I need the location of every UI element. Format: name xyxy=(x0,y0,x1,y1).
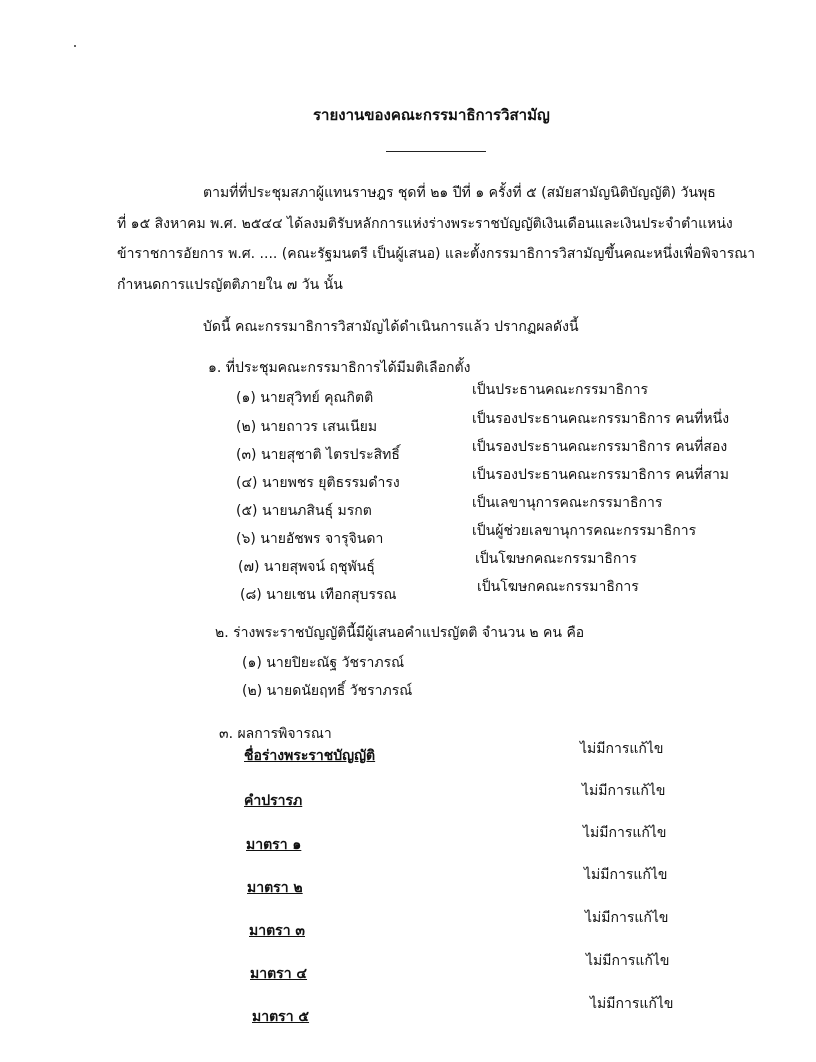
member-role: เป็นรองประธานคณะกรรมาธิการ คนที่สาม xyxy=(472,467,730,483)
member-name: (๘) นายเชน เทือกสุบรรณ xyxy=(240,587,397,603)
member-role: เป็นโฆษกคณะกรรมาธิการ xyxy=(475,551,637,567)
intro-now-line: บัดนี้ คณะกรรมาธิการวิสามัญได้ดำเนินการแล้ว ปรากฏผลดังนี้ xyxy=(203,319,579,335)
section1-heading: ๑. ที่ประชุมคณะกรรมาธิการได้มีมติเลือกตั้ง xyxy=(208,360,471,376)
result-item-label: ชื่อร่างพระราชบัญญัติ xyxy=(244,748,376,764)
result-item-value: ไม่มีการแก้ไข xyxy=(583,825,667,841)
title-underline-rule xyxy=(386,151,486,152)
result-item-value: ไม่มีการแก้ไข xyxy=(586,953,670,969)
result-item-label: มาตรา ๕ xyxy=(252,1009,310,1025)
member-role: เป็นรองประธานคณะกรรมาธิการ คนที่หนึ่ง xyxy=(472,411,730,427)
result-item-label: คำปรารภ xyxy=(244,793,303,809)
result-item-label: มาตรา ๓ xyxy=(249,923,306,939)
result-item-label: มาตรา ๒ xyxy=(247,880,303,896)
result-item-value: ไม่มีการแก้ไข xyxy=(582,783,666,799)
member-name: (๖) นายอัชพร จารุจินดา xyxy=(236,531,384,547)
member-role: เป็นประธานคณะกรรมาธิการ xyxy=(472,382,649,398)
amendment-proposer: (๑) นายปิยะณัฐ วัชราภรณ์ xyxy=(242,655,405,671)
member-role: เป็นเลขานุการคณะกรรมาธิการ xyxy=(472,495,663,511)
result-item-value: ไม่มีการแก้ไข xyxy=(585,910,669,926)
section3-heading: ๓. ผลการพิจารณา xyxy=(219,726,332,742)
result-item-value: ไม่มีการแก้ไข xyxy=(584,867,668,883)
member-name: (๕) นายนภสินธุ์ มรกต xyxy=(236,503,372,519)
member-name: (๑) นายสุวิทย์ คุณกิตติ xyxy=(236,390,374,406)
result-item-label: มาตรา ๔ xyxy=(250,966,308,982)
intro-line-2: ที่ ๑๕ สิงหาคม พ.ศ. ๒๕๔๔ ได้ลงมติรับหลักการแห่งร่างพระราชบัญญัติเงินเดือนและเงินประจำตำแหน่ง xyxy=(117,216,733,232)
result-item-value: ไม่มีการแก้ไข xyxy=(590,996,674,1012)
member-name: (๔) นายพชร ยุติธรรมดำรง xyxy=(236,475,400,491)
member-role: เป็นผู้ช่วยเลขานุการคณะกรรมาธิการ xyxy=(472,523,697,539)
intro-line-3: ข้าราชการอัยการ พ.ศ. .... (คณะรัฐมนตรี เป็นผู้เสนอ) และตั้งกรรมาธิการวิสามัญขึ้นคณะหนึ่งเพื่อพิจารณา xyxy=(117,246,756,262)
amendment-proposer: (๒) นายดนัยฤทธิ์ วัชราภรณ์ xyxy=(242,683,413,699)
member-role: เป็นโฆษกคณะกรรมาธิการ xyxy=(477,579,639,595)
section2-heading: ๒. ร่างพระราชบัญญัตินี้มีผู้เสนอคำแปรญัตติ จำนวน ๒ คน คือ xyxy=(215,625,585,641)
member-name: (๗) นายสุพจน์ ฤชุพันธุ์ xyxy=(238,559,375,575)
result-item-value: ไม่มีการแก้ไข xyxy=(580,741,664,757)
member-role: เป็นรองประธานคณะกรรมาธิการ คนที่สอง xyxy=(472,439,728,455)
intro-line-1: ตามที่ที่ประชุมสภาผู้แทนราษฎร ชุดที่ ๒๑ ปีที่ ๑ ครั้งที่ ๕ (สมัยสามัญนิติบัญญัติ) วันพุธ xyxy=(203,185,716,201)
report-title: รายงานของคณะกรรมาธิการวิสามัญ xyxy=(313,106,550,124)
result-item-label: มาตรา ๑ xyxy=(246,837,302,853)
speck-mark xyxy=(74,45,76,47)
intro-line-4: กำหนดการแปรญัตติภายใน ๗ วัน นั้น xyxy=(117,277,343,293)
member-name: (๓) นายสุชาติ ไตรประสิทธิ์ xyxy=(236,447,400,463)
member-name: (๒) นายถาวร เสนเนียม xyxy=(236,419,378,435)
